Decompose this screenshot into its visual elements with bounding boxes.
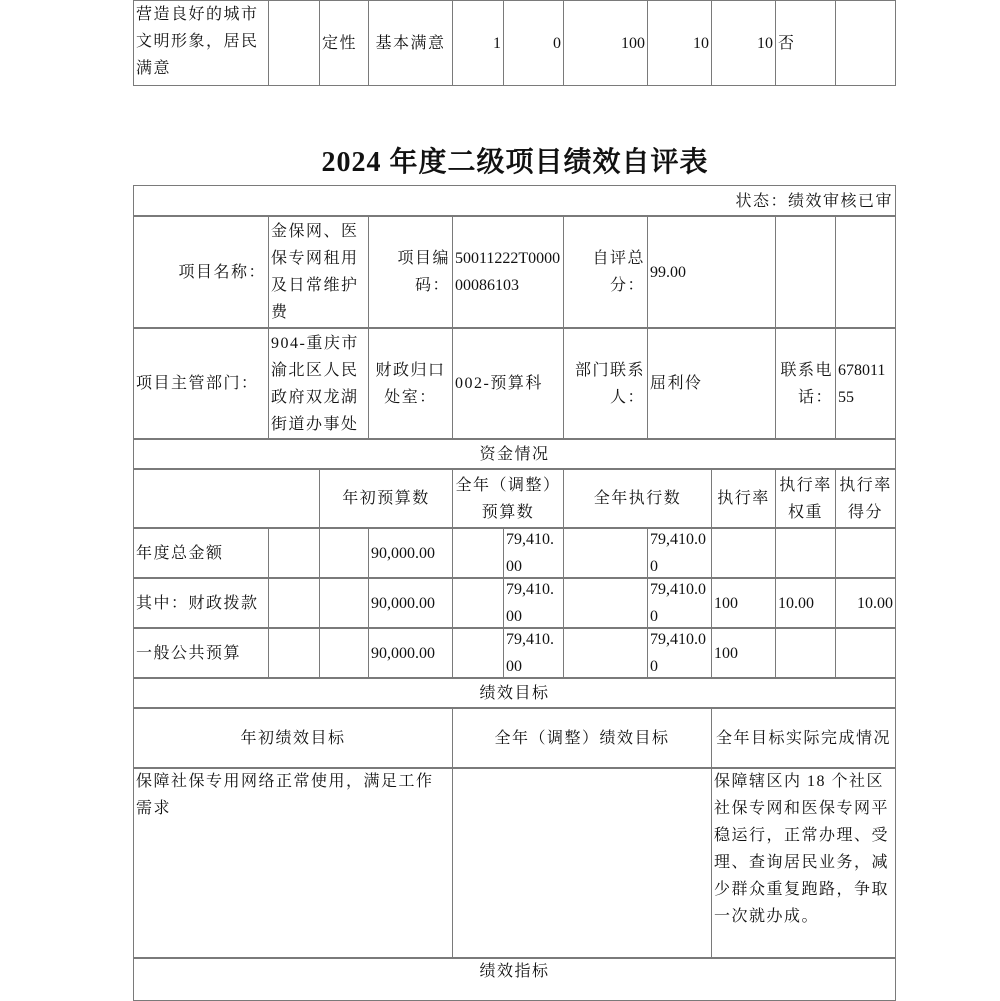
executed-value [647, 577, 712, 629]
target-value-cell-text: 基本满意 [375, 34, 446, 52]
funding-row-label [133, 577, 269, 629]
funding-section-header-text: 资金情况 [479, 445, 550, 463]
adjusted-budget-value [503, 627, 564, 679]
weight-cell-text: 1 [493, 34, 501, 52]
indicator-type-cell [319, 0, 369, 86]
finance-office-label [368, 327, 453, 440]
header-exec-rate [711, 468, 776, 529]
funding-row-label [133, 627, 269, 679]
indicator-name-cell-text: 营造良好的城市文明形象，居民满意 [136, 6, 259, 77]
rate-score-value-text: 10.00 [857, 594, 893, 612]
blank-cell [563, 577, 648, 629]
blank-cell [319, 527, 369, 579]
blank-header-cell [133, 468, 320, 529]
header-initial-budget [319, 468, 453, 529]
header-adjusted-budget [452, 468, 564, 529]
rate-score-value [835, 527, 896, 579]
contact-label [563, 327, 648, 440]
rate-weight-value [775, 527, 836, 579]
actual-value-cell [503, 0, 564, 86]
indicator-name-cell [133, 0, 269, 86]
blank-cell [775, 215, 836, 329]
blank-cell [835, 0, 896, 86]
rate-score-value [835, 627, 896, 679]
contact-value-text: 屈利伶 [650, 375, 703, 392]
page-title: 2024 年度二级项目绩效自评表 [321, 147, 709, 178]
self-score-value-text: 99.00 [650, 263, 686, 281]
blank-cell [563, 527, 648, 579]
executed-value [647, 527, 712, 579]
blank-cell [835, 215, 896, 329]
rate-weight-value-text: 10.00 [778, 594, 814, 612]
weight-cell [452, 0, 504, 86]
department-value [268, 327, 369, 440]
status-text [133, 185, 896, 217]
status-text-text: 状态：绩效审核已审 [735, 192, 893, 210]
actual-value-cell-text: 0 [553, 34, 561, 52]
header-executed [563, 468, 712, 529]
contact-value [647, 327, 776, 440]
finance-office-label-text: 财政归口处室： [375, 361, 446, 406]
rate-cell-text: 100 [621, 34, 645, 52]
funding-row-label-text: 年度总金额 [136, 544, 224, 562]
adjusted-budget-value [503, 527, 564, 579]
project-name-label-text: 项目名称： [178, 263, 266, 281]
blank-cell [452, 627, 504, 679]
rate-score-value [835, 577, 896, 629]
department-value-text: 904-重庆市渝北区人民政府双龙湖街道办事处 [271, 334, 359, 433]
score-cell [647, 0, 712, 86]
initial-goal-text-text: 保障社保专用网络正常使用，满足工作需求 [136, 773, 434, 817]
phone-label-text: 联系电话： [780, 361, 833, 406]
exec-rate-value [711, 527, 776, 579]
rate-weight-value [775, 577, 836, 629]
header-rate-score-text: 执行率得分 [839, 476, 892, 521]
target-value-cell [368, 0, 453, 86]
header-rate-weight [775, 468, 836, 529]
header-adjusted-goal [452, 707, 712, 769]
self-score-label-text: 自评总分： [592, 250, 645, 294]
phone-label [775, 327, 836, 440]
project-code-value [452, 215, 564, 329]
initial-budget-value [368, 527, 453, 579]
phone-value [835, 327, 896, 440]
department-label [133, 327, 269, 440]
blank-cell [563, 627, 648, 679]
blank-cell [319, 577, 369, 629]
project-code-label [368, 215, 453, 329]
header-adjusted-budget-text: 全年（调整）预算数 [455, 476, 561, 521]
adjusted-budget-value [503, 577, 564, 629]
actual-completion-text [711, 767, 896, 959]
deduct-cell [775, 0, 836, 86]
contact-label-text: 部门联系人： [574, 361, 645, 406]
adjusted-budget-value-text: 79,410.00 [506, 631, 554, 675]
initial-budget-value-text: 90,000.00 [371, 544, 435, 562]
actual-completion-text-text: 保障辖区内 18 个社区社保专网和医保专网平稳运行，正常办理、受理、查询居民业务，减少群众重复跑路，争取一次就办成。 [714, 773, 890, 925]
adjusted-budget-value-text: 79,410.00 [506, 531, 554, 575]
self-score-value [647, 215, 776, 329]
header-actual-completion [711, 707, 896, 769]
rate-cell [563, 0, 648, 86]
blank-cell [268, 577, 320, 629]
header-adjusted-goal-text: 全年（调整）绩效目标 [494, 729, 670, 747]
header-initial-goal [133, 707, 453, 769]
deduct-cell-text: 否 [778, 34, 796, 52]
funding-row-label [133, 527, 269, 579]
exec-rate-value-text: 100 [714, 644, 738, 662]
executed-value-text: 79,410.00 [650, 581, 706, 625]
score-cell-text: 10 [693, 34, 709, 52]
self-score-label [563, 215, 648, 329]
project-code-label-text: 项目编码： [397, 250, 450, 294]
finance-office-value [452, 327, 564, 440]
header-exec-rate-text: 执行率 [717, 490, 770, 507]
goals-section-header-text: 绩效目标 [479, 684, 550, 702]
indicator-type-cell-text: 定性 [322, 34, 358, 52]
score-cell-text: 10 [757, 34, 773, 52]
header-actual-completion-text: 全年目标实际完成情况 [715, 729, 891, 747]
project-name-value [268, 215, 369, 329]
header-executed-text: 全年执行数 [593, 490, 682, 507]
blank-cell [452, 527, 504, 579]
indicators-section-header [133, 957, 896, 1001]
header-initial-goal-text: 年初绩效目标 [240, 729, 346, 747]
adjusted-goal-text [452, 767, 712, 959]
initial-budget-value [368, 627, 453, 679]
adjusted-budget-value-text: 79,410.00 [506, 581, 554, 625]
blank-cell [452, 577, 504, 629]
executed-value [647, 627, 712, 679]
indicators-section-header-text: 绩效指标 [479, 963, 550, 980]
project-name-value-text: 金保网、医保专网租用及日常维护费 [271, 223, 359, 321]
header-rate-score [835, 468, 896, 529]
initial-budget-value-text: 90,000.00 [371, 644, 435, 662]
blank-cell [319, 627, 369, 679]
header-initial-budget-text: 年初预算数 [342, 490, 430, 507]
funding-row-label-text: 其中：财政拨款 [136, 594, 259, 612]
funding-row-label-text: 一般公共预算 [136, 644, 242, 662]
executed-value-text: 79,410.00 [650, 531, 706, 575]
finance-office-value-text: 002-预算科 [455, 375, 543, 392]
score-cell [711, 0, 776, 86]
funding-section-header [133, 438, 896, 470]
initial-goal-text [133, 767, 453, 959]
header-rate-weight-text: 执行率权重 [779, 476, 832, 521]
exec-rate-value-text: 100 [714, 594, 738, 612]
blank-cell [268, 0, 320, 86]
exec-rate-value [711, 627, 776, 679]
blank-cell [268, 627, 320, 679]
project-name-label [133, 215, 269, 329]
project-code-value-text: 50011222T000000086103 [455, 250, 561, 294]
department-label-text: 项目主管部门： [136, 375, 259, 392]
blank-cell [268, 527, 320, 579]
rate-weight-value [775, 627, 836, 679]
executed-value-text: 79,410.00 [650, 631, 706, 675]
exec-rate-value [711, 577, 776, 629]
goals-section-header [133, 677, 896, 709]
initial-budget-value-text: 90,000.00 [371, 594, 435, 612]
phone-value-text: 67801155 [838, 361, 886, 406]
initial-budget-value [368, 577, 453, 629]
